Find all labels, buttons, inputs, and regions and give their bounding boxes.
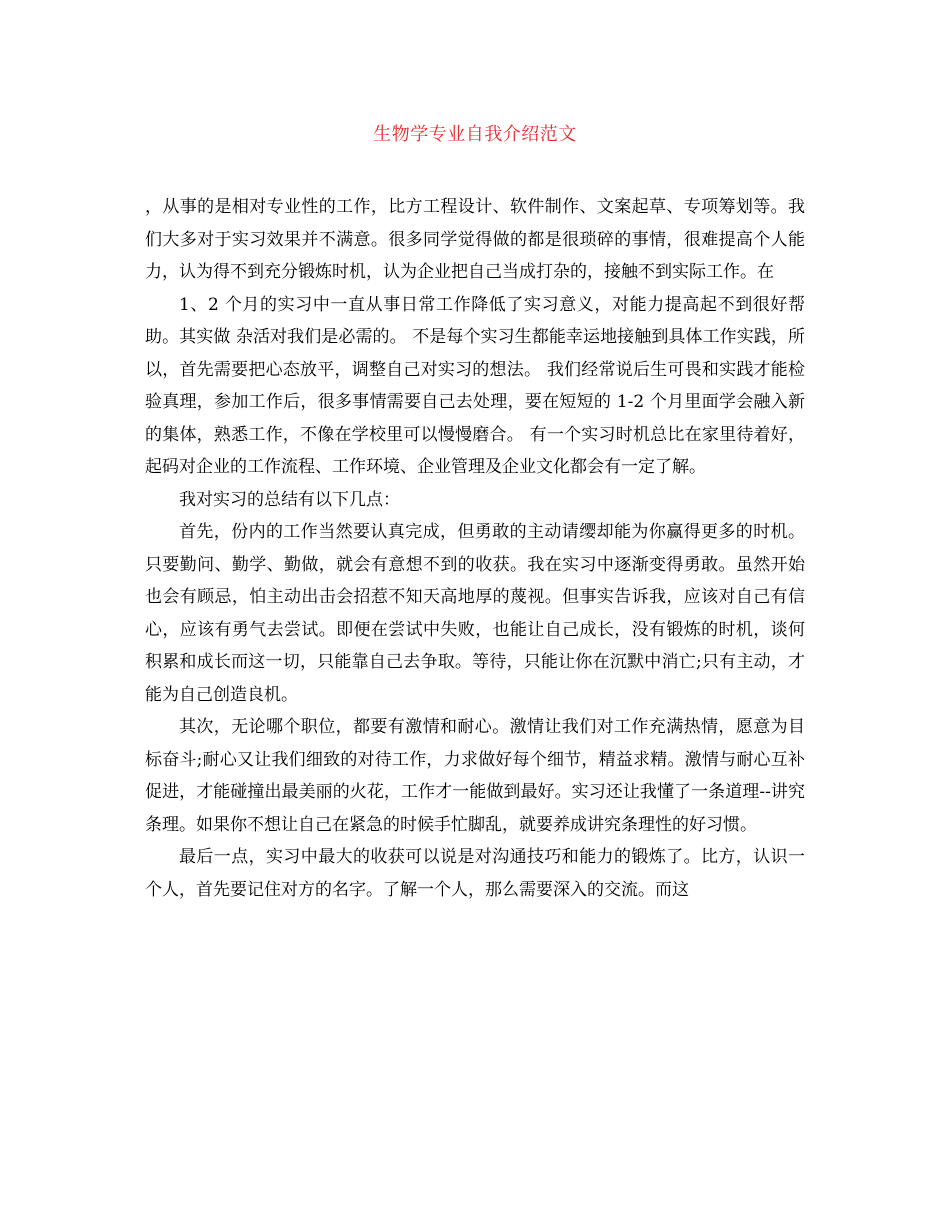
paragraph: 最后一点，实习中最大的收获可以说是对沟通技巧和能力的锻炼了。比方，认识一个人，首先要记住对方的名字。了解一个人，那么需要深入的交流。而这 (145, 847, 805, 900)
document-title: 生物学专业自我介绍范文 (373, 124, 577, 145)
document-body (145, 191, 805, 906)
paragraph: 首先，份内的工作当然要认真完成，但勇敢的主动请缨却能为你赢得更多的时机。只要勤问、勤学、勤做，就会有意想不到的收获。我在实习中逐渐变得勇敢。虽然开始也会有顾忌，怕主动出击会招惹不知天高地厚的蔑视。但事实告诉我，应该对自己有信心，应该有勇气去尝试。即便在尝试中失败，也能让自己成长，没有锻炼的时机，谈何积累和成长而这一切，只能靠自己去争取。等待，只能让你在沉默中消亡;只有主动，才能为自己创造良机。 (145, 522, 805, 705)
paragraph: 其次，无论哪个职位，都要有激情和耐心。激情让我们对工作充满热情，愿意为目标奋斗;耐心又让我们细致的对待工作，力求做好每个细节，精益求精。激情与耐心互补促进，才能碰撞出最美丽的火花，工作才一能做到最好。实习还让我懂了一条道理--讲究条理。如果你不想让自己在紧急的时候手忙脚乱，就要养成讲究条理性的好习惯。 (145, 717, 805, 835)
paragraph: ，从事的是相对专业性的工作，比方工程设计、软件制作、文案起草、专项筹划等。我们大多对于实习效果并不满意。很多同学觉得做的都是很琐碎的事情，很难提高个人能力，认为得不到充分锻炼时机，认为企业把自己当成打杂的，接触不到实际工作。在 (145, 197, 805, 282)
paragraph: 1、2 个月的实习中一直从事日常工作降低了实习意义，对能力提高起不到很好帮助。其实做 杂活对我们是必需的。 不是每个实习生都能幸运地接触到具体工作实践，所以，首先需要把心态放平，调整自己对实习的想法。 我们经常说后生可畏和实践才能检验真理，参加工作后，很多事情需要自己去处理，要在短短的 1-2 个月里面学会融入新的集体，熟悉工作，不像在学校里可以慢慢磨合。 有一个实习时机总比在家里待着好，起码对企业的工作流程、工作环境、企业管理及企业文化都会有一定了解。 (145, 294, 805, 477)
paragraph: 我对实习的总结有以下几点： (179, 489, 400, 510)
